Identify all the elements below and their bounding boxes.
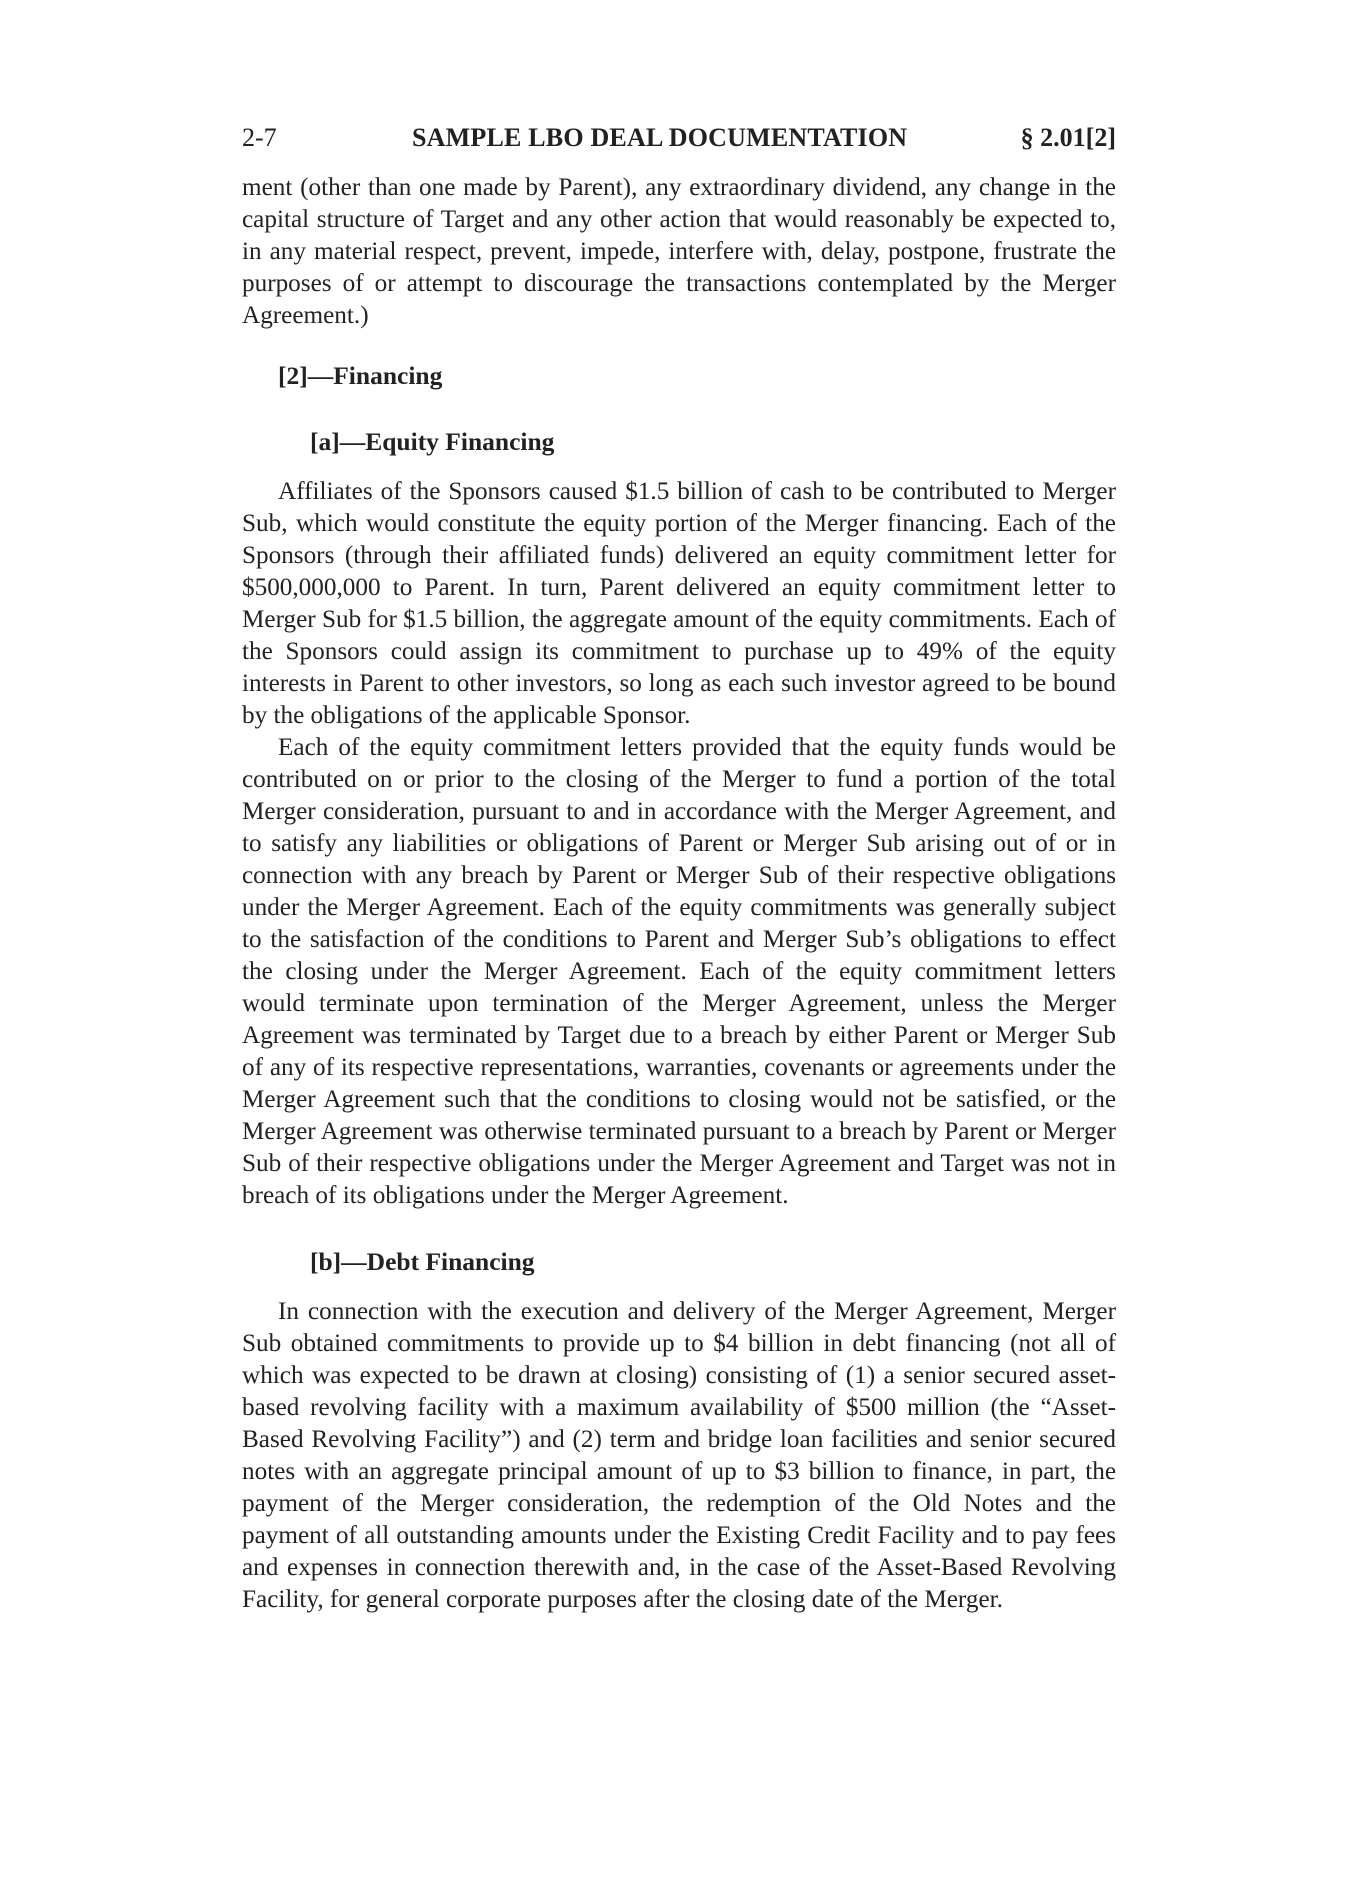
page-number: 2-7 [242, 123, 277, 152]
continuation-paragraph: ment (other than one made by Parent), any extraordinary dividend, any change in the capital structure of Target and any other action that would reasonably be expected to, in any material respect, prevent, impede, interfere with, delay, postpone, frustrate the purposes of or attempt to discourage the transactions contemplated by the Merger Agreement.) [242, 174, 1116, 329]
financing-heading: [2]—Financing [278, 361, 443, 390]
equity-financing-heading: [a]—Equity Financing [310, 427, 555, 456]
equity-paragraph-1: Affiliates of the Sponsors caused $1.5 billion of cash to be contributed to Merger Sub, which would constitute the equity portion of the Merger financing. Each of the Sponsors (through their affiliated funds) delivered an equity commitment letter for $500,000,000 to Parent. In turn, Parent delivered an equity commitment letter to Merger Sub for $1.5 billion, the aggregate amount of the equity commitments. Each of the Sponsors could assign its commitment to purchase up to 49% of the equity interests in Parent to other investors, so long as each such investor agreed to be bound by the obligations of the applicable Sponsor. [242, 478, 1116, 729]
debt-financing-heading: [b]—Debt Financing [310, 1247, 535, 1276]
running-head [242, 118, 1116, 158]
debt-paragraph-1: In connection with the execution and delivery of the Merger Agreement, Merger Sub obtained commitments to provide up to $4 billion in debt financing (not all of which was expected to be drawn at closing) consisting of (1) a senior secured asset-based revolving facility with a maximum availability of $500 million (the “Asset-Based Revolving Facility”) and (2) term and bridge loan facilities and senior secured notes with an aggregate principal amount of up to $3 billion to finance, in part, the payment of the Merger consideration, the redemption of the Old Notes and the payment of all outstanding amounts under the Existing Credit Facility and to pay fees and expenses in connection therewith and, in the case of the Asset-Based Revolving Facility, for general corporate purposes after the closing date of the Merger. [242, 1298, 1116, 1613]
running-head-title: SAMPLE LBO DEAL DOCUMENTATION [412, 123, 908, 152]
document-page [242, 118, 1116, 1616]
section-number: § 2.01[2] [1020, 123, 1116, 152]
body-text [242, 172, 1116, 1616]
equity-paragraph-2: Each of the equity commitment letters provided that the equity funds would be contributed on or prior to the closing of the Merger to fund a portion of the total Merger consideration, pursuant to and in accordance with the Merger Agreement, and to satisfy any liabilities or obligations of Parent or Merger Sub arising out of or in connection with any breach by Parent or Merger Sub of their respective obligations under the Merger Agreement. Each of the equity commitments was generally subject to the satisfaction of the conditions to Parent and Merger Sub’s obligations to effect the closing under the Merger Agreement. Each of the equity commitment letters would terminate upon termination of the Merger Agreement, unless the Merger Agreement was terminated by Target due to a breach by either Parent or Merger Sub of any of its respective representations, warranties, covenants or agreements under the Merger Agreement such that the conditions to closing would not be satisfied, or the Merger Agreement was otherwise terminated pursuant to a breach by Parent or Merger Sub of their respective obligations under the Merger Agreement and Target was not in breach of its obligations under the Merger Agreement. [242, 734, 1116, 1209]
